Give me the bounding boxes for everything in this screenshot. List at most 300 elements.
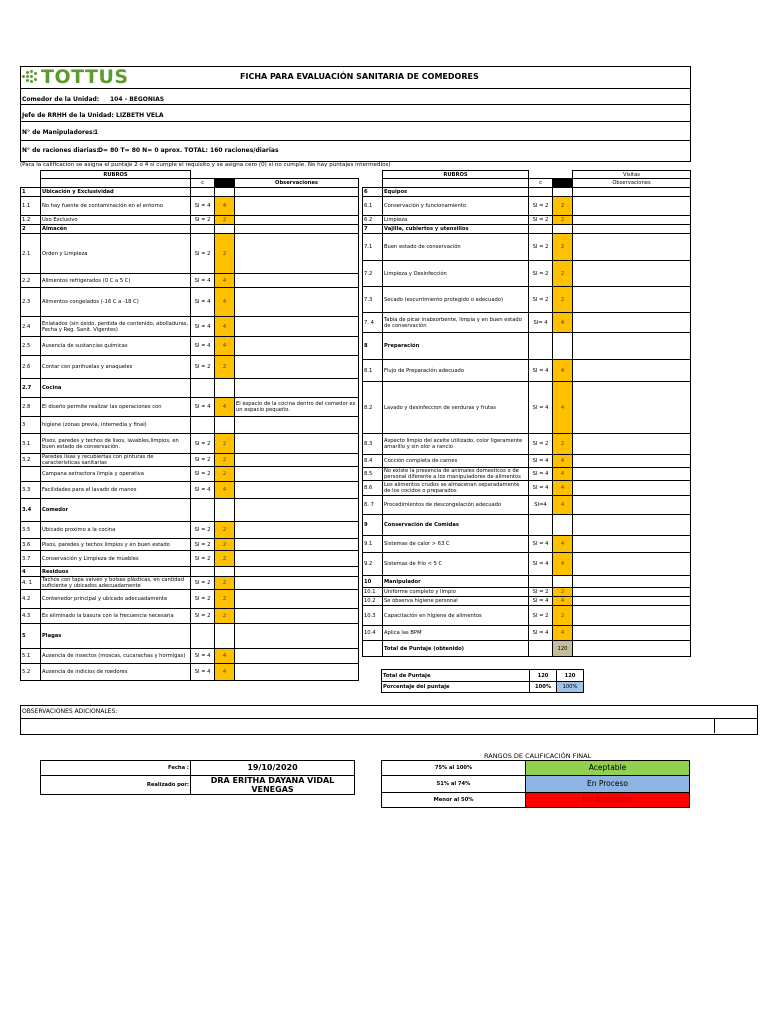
- item-observation: [573, 234, 691, 261]
- item-score: 2: [553, 197, 573, 216]
- item-score: 4: [215, 649, 235, 664]
- item-score: 2: [553, 261, 573, 287]
- item-text: Cocina: [41, 379, 191, 398]
- item-observation: [573, 216, 691, 225]
- item-text: Manipulador: [383, 576, 529, 588]
- item-observation: [573, 576, 691, 588]
- item-score: 2: [215, 216, 235, 225]
- item-score: 4: [215, 482, 235, 499]
- table-row: [21, 234, 359, 274]
- table-row: [363, 553, 691, 576]
- item-score: [215, 624, 235, 649]
- item-observation: [573, 225, 691, 234]
- item-observation: [235, 551, 359, 567]
- item-observation: [235, 188, 359, 197]
- item-number: 3.2: [21, 454, 41, 467]
- item-observation: [235, 379, 359, 398]
- item-score-rule: SI = 4: [191, 398, 215, 417]
- item-text: Vajilla, cubiertos y utensilios: [383, 225, 529, 234]
- obs-header: Observaciones: [573, 179, 691, 188]
- item-observation: [235, 567, 359, 577]
- item-score-rule: [191, 417, 215, 434]
- left-rubros-table: [20, 170, 359, 681]
- item-number: 4: [21, 567, 41, 577]
- item-score: 2: [553, 287, 573, 313]
- item-score-rule: [529, 576, 553, 588]
- item-score: 2: [215, 590, 235, 609]
- item-score: 4: [215, 317, 235, 337]
- table-row: [21, 197, 359, 216]
- item-score: 2: [553, 216, 573, 225]
- item-text: Lavado y desinfeccion de verduras y frutas: [383, 382, 529, 434]
- item-text: Ubicado proximo a la cocina: [41, 522, 191, 539]
- item-score: 2: [215, 234, 235, 274]
- item-score-rule: SI = 4: [529, 536, 553, 553]
- item-observation: [573, 333, 691, 360]
- item-score-rule: [529, 333, 553, 360]
- item-number: 3.4: [21, 499, 41, 522]
- item-text: Tachos con tapa vaivén y bolsas plásticas, en cantidad suficiente y ubicados adecuadamente: [41, 577, 191, 590]
- item-number: 6.1: [363, 197, 383, 216]
- table-row: [21, 664, 359, 681]
- item-score-rule: SI = 4: [529, 597, 553, 606]
- item-score: 4: [553, 468, 573, 481]
- table-row: [21, 398, 359, 417]
- rubros-header: RUBROS: [41, 171, 191, 179]
- item-observation: [235, 624, 359, 649]
- divider: [714, 718, 715, 733]
- realizado-value: DRA ERITHA DAYANA VIDAL VENEGAS: [191, 776, 355, 795]
- item-observation: El espacio de la cocina dentro del comedor es un espacio pequeño.: [235, 398, 359, 417]
- item-text: Es eliminado la basura con la frecuencia necesaria: [41, 609, 191, 624]
- item-observation: [235, 225, 359, 234]
- table-row: [363, 287, 691, 313]
- item-score-rule: SI = 4: [191, 197, 215, 216]
- table-row: [21, 434, 359, 454]
- item-number: 10.2: [363, 597, 383, 606]
- right-rubros-table: [362, 170, 691, 657]
- range-row: [382, 793, 690, 808]
- table-row: [363, 234, 691, 261]
- item-observation: [235, 609, 359, 624]
- table-row: [363, 360, 691, 382]
- manip-value: 1: [94, 129, 99, 136]
- item-score-rule: SI = 2: [529, 261, 553, 287]
- item-number: 8.5: [363, 468, 383, 481]
- scoring-note: (Para la calificación se asigna el puntaje 2 o 4 si cumple el requisito y se asigna cero (0) si no cumple. No hay puntajes intermedios): [20, 162, 391, 168]
- item-observation: [235, 454, 359, 467]
- item-score: 4: [553, 536, 573, 553]
- item-observation: [573, 382, 691, 434]
- item-observation: [235, 649, 359, 664]
- item-score-rule: [191, 567, 215, 577]
- table-row: [21, 499, 359, 522]
- pct-label: Porcentaje del puntaje: [382, 682, 530, 693]
- item-score-rule: SI = 2: [191, 522, 215, 539]
- range-value: En Proceso: [526, 776, 690, 793]
- table-row: [363, 434, 691, 455]
- item-text: Buen estado de conservación: [383, 234, 529, 261]
- item-observation: [235, 539, 359, 551]
- table-row: [21, 216, 359, 225]
- item-number: 3.5: [21, 522, 41, 539]
- table-row: [21, 551, 359, 567]
- item-text: Se observa higiene personal: [383, 597, 529, 606]
- item-number: 2.4: [21, 317, 41, 337]
- table-row: [363, 606, 691, 626]
- item-observation: [573, 606, 691, 626]
- manip-label: N° de Manipuladores:: [22, 129, 95, 136]
- item-text: Facilidades para el lavado de manos: [41, 482, 191, 499]
- item-score-rule: SI = 2: [529, 197, 553, 216]
- item-score: [215, 379, 235, 398]
- item-text: Limpieza: [383, 216, 529, 225]
- item-score: 2: [215, 551, 235, 567]
- item-score-rule: SI = 2: [191, 609, 215, 624]
- raciones-label: N° de raciones diarias:: [22, 147, 99, 154]
- item-text: Ubicación y Exclusividad: [41, 188, 191, 197]
- item-text: Uniforme completo y limpio: [383, 588, 529, 597]
- item-score-rule: SI = 4: [529, 360, 553, 382]
- page-title: FICHA PARA EVALUACIÓN SANITARIA DE COMEDORES: [240, 72, 479, 81]
- item-observation: [573, 455, 691, 468]
- item-score-rule: SI = 2: [191, 577, 215, 590]
- item-number: 7.2: [363, 261, 383, 287]
- item-number: 2.6: [21, 356, 41, 379]
- item-score: 4: [553, 313, 573, 333]
- item-score: [553, 576, 573, 588]
- table-row: [363, 382, 691, 434]
- item-score-rule: SI = 2: [529, 434, 553, 455]
- item-text: Contar con parihuelas y anaqueles: [41, 356, 191, 379]
- item-score: [553, 188, 573, 197]
- item-text: Pisos, paredes y techos limpios y en buen estado: [41, 539, 191, 551]
- item-number: 5: [21, 624, 41, 649]
- item-number: 4. 1: [21, 577, 41, 590]
- item-score-rule: SI = 2: [191, 454, 215, 467]
- realizado-label: Realizado por:: [41, 776, 191, 795]
- item-score-rule: SI = 2: [191, 551, 215, 567]
- table-row: [363, 313, 691, 333]
- jefe-value: LIZBETH VELA: [116, 112, 164, 119]
- item-score-rule: SI=4: [529, 496, 553, 515]
- item-score: 4: [553, 481, 573, 496]
- item-text: Aspecto limpio del aceite utilizado, color ligeramente amarillo y sin olor a rancio: [383, 434, 529, 455]
- item-number: 7. 4: [363, 313, 383, 333]
- table-row: [21, 649, 359, 664]
- item-text: Limpieza y Desinfección: [383, 261, 529, 287]
- total-obtenido-value: 120: [553, 641, 573, 657]
- item-score-rule: SI = 2: [529, 287, 553, 313]
- item-score: 2: [215, 356, 235, 379]
- item-score-rule: [191, 188, 215, 197]
- table-row: [363, 536, 691, 553]
- item-text: Flujo de Preparación adecuado: [383, 360, 529, 382]
- item-observation: [235, 197, 359, 216]
- table-row: [363, 496, 691, 515]
- item-number: 1: [21, 188, 41, 197]
- item-number: 6.2: [363, 216, 383, 225]
- table-row: [363, 468, 691, 481]
- item-observation: [573, 515, 691, 536]
- item-score: [215, 567, 235, 577]
- item-number: 10: [363, 576, 383, 588]
- table-row: [21, 577, 359, 590]
- table-row: [21, 288, 359, 317]
- total-label: Total de Puntaje: [382, 670, 530, 682]
- item-score-rule: SI = 4: [191, 664, 215, 681]
- item-text: Alimentos refrigerados (0 C a 5 C): [41, 274, 191, 288]
- item-score: 4: [215, 197, 235, 216]
- item-score-rule: SI = 4: [529, 626, 553, 641]
- item-observation: [235, 234, 359, 274]
- item-text: Ausencia de insectos (moscas, cucarachas y hormigas): [41, 649, 191, 664]
- item-text: Sistemas de frío < 5 C: [383, 553, 529, 576]
- item-number: 1.2: [21, 216, 41, 225]
- item-score-rule: SI = 2: [529, 234, 553, 261]
- item-number: 3.1: [21, 434, 41, 454]
- item-score: [215, 225, 235, 234]
- item-score-rule: SI = 2: [191, 467, 215, 482]
- item-number: 2.5: [21, 337, 41, 356]
- comedor-label: Comedor de la Unidad:: [22, 96, 100, 103]
- item-score-rule: SI = 2: [191, 539, 215, 551]
- table-row: [21, 482, 359, 499]
- table-row: [21, 624, 359, 649]
- divider: [20, 88, 690, 89]
- item-observation: [573, 197, 691, 216]
- item-number: 10.4: [363, 626, 383, 641]
- item-text: Los alimentos crudos se almacenan separadamente de los cocidos o preparados: [383, 481, 529, 496]
- item-score: 4: [215, 398, 235, 417]
- item-score: 4: [553, 597, 573, 606]
- item-number: 8.2: [363, 382, 383, 434]
- item-observation: [235, 216, 359, 225]
- item-text: Paredes lisas y recubiertas con pinturas de caracteristicas sanitarias: [41, 454, 191, 467]
- item-score: [553, 225, 573, 234]
- table-row: [363, 597, 691, 606]
- pct-b: 100%: [557, 682, 584, 693]
- item-score-rule: SI= 4: [529, 313, 553, 333]
- item-number: 8.4: [363, 455, 383, 468]
- item-score: 2: [215, 467, 235, 482]
- item-number: 3.6: [21, 539, 41, 551]
- item-score: 4: [215, 288, 235, 317]
- fecha-label: Fecha :: [41, 761, 191, 776]
- fecha-value: 19/10/2020: [191, 761, 355, 776]
- item-number: 8.1: [363, 360, 383, 382]
- table-row: [21, 274, 359, 288]
- item-score: [215, 499, 235, 522]
- table-row: [363, 225, 691, 234]
- item-observation: [573, 597, 691, 606]
- range-label: 51% al 74%: [382, 776, 526, 793]
- item-observation: [573, 188, 691, 197]
- item-score: 2: [215, 539, 235, 551]
- item-text: Aplica las BPM: [383, 626, 529, 641]
- item-score-rule: SI = 4: [191, 649, 215, 664]
- item-score-rule: SI = 2: [529, 588, 553, 597]
- table-row: [363, 515, 691, 536]
- item-text: Contenedor principal y ubicado adecuadamente: [41, 590, 191, 609]
- item-score-rule: SI = 4: [191, 317, 215, 337]
- item-observation: [573, 553, 691, 576]
- raciones-value: D= 80 T= 80 N= 0 aprox. TOTAL: 160 raciones/diarias: [98, 147, 279, 154]
- item-score: 4: [553, 626, 573, 641]
- obs-adicionales-box: [20, 705, 758, 735]
- item-score: 4: [553, 382, 573, 434]
- total-b: 120: [557, 670, 584, 682]
- item-score: 4: [553, 553, 573, 576]
- item-text: Enlatados (sin óxido, perdida de contenido, abolladuras, Fecha y Reg. Sanit. Vigentes): [41, 317, 191, 337]
- item-text: Sistemas de calor > 63 C: [383, 536, 529, 553]
- item-text: Conservación y Limpieza de muebles: [41, 551, 191, 567]
- table-row: [21, 356, 359, 379]
- item-observation: [235, 337, 359, 356]
- item-score-rule: SI = 4: [529, 481, 553, 496]
- item-text: No hay fuente de contaminación en el entorno: [41, 197, 191, 216]
- total-obtenido-label: Total de Puntaje (obtenido): [383, 641, 529, 657]
- item-score: [215, 188, 235, 197]
- range-label: 75% al 100%: [382, 761, 526, 776]
- logo-dots-icon: [22, 70, 39, 84]
- item-score-rule: SI = 2: [191, 216, 215, 225]
- item-observation: [235, 274, 359, 288]
- item-score-rule: SI = 4: [191, 288, 215, 317]
- table-row: [21, 225, 359, 234]
- table-row: [21, 337, 359, 356]
- item-score-rule: SI = 4: [191, 482, 215, 499]
- item-observation: [235, 356, 359, 379]
- divider: [20, 140, 690, 141]
- comedor-value: 104 - BEGONIAS: [110, 96, 165, 103]
- item-number: 6: [363, 188, 383, 197]
- item-score-rule: SI = 4: [529, 455, 553, 468]
- item-score: [553, 515, 573, 536]
- item-number: 7.3: [363, 287, 383, 313]
- item-text: Tabla de picar inabsorbente, limpia y en buen estado de conservación: [383, 313, 529, 333]
- rubros-header: RUBROS: [383, 171, 529, 179]
- item-score: 4: [553, 360, 573, 382]
- range-value: No Aceptable: [526, 793, 690, 808]
- item-number: 1.1: [21, 197, 41, 216]
- item-score-rule: [191, 379, 215, 398]
- item-score: 2: [553, 434, 573, 455]
- item-score: 4: [215, 664, 235, 681]
- item-score-rule: SI = 4: [191, 274, 215, 288]
- item-text: Conservación de Comidas: [383, 515, 529, 536]
- item-number: 9: [363, 515, 383, 536]
- table-row: [21, 567, 359, 577]
- item-number: 8: [363, 333, 383, 360]
- item-number: 8. 7: [363, 496, 383, 515]
- item-text: Plagas: [41, 624, 191, 649]
- item-score-rule: [529, 515, 553, 536]
- item-observation: [573, 261, 691, 287]
- item-text: Comedor: [41, 499, 191, 522]
- item-number: 3: [21, 417, 41, 434]
- obs-adicionales-label: OBSERVACIONES ADICIONALES:: [22, 708, 118, 715]
- item-text: No existe la presencia de animales domesticos o de personal diferente a los manipuladores de alimentos: [383, 468, 529, 481]
- table-row: [363, 588, 691, 597]
- item-score: 4: [553, 455, 573, 468]
- item-score-rule: SI = 4: [191, 337, 215, 356]
- item-observation: [573, 588, 691, 597]
- table-row: [21, 417, 359, 434]
- item-text: Ausencia de indicios de roedores: [41, 664, 191, 681]
- table-row: [21, 188, 359, 197]
- item-text: Residuos: [41, 567, 191, 577]
- table-row: [21, 609, 359, 624]
- item-score: 2: [553, 234, 573, 261]
- item-score: 2: [215, 454, 235, 467]
- item-number: 4.3: [21, 609, 41, 624]
- item-number: 2.1: [21, 234, 41, 274]
- divider: [20, 718, 757, 719]
- signature-table: [40, 760, 355, 795]
- item-score: [553, 333, 573, 360]
- pct-a: 100%: [530, 682, 557, 693]
- rangos-table: [381, 760, 690, 808]
- item-text: Almacén: [41, 225, 191, 234]
- item-text: Orden y Limpieza: [41, 234, 191, 274]
- item-observation: [235, 288, 359, 317]
- table-row: [363, 261, 691, 287]
- item-observation: [235, 467, 359, 482]
- item-number: 2.2: [21, 274, 41, 288]
- range-row: [382, 761, 690, 776]
- item-score: 2: [215, 577, 235, 590]
- item-score: 2: [553, 606, 573, 626]
- item-text: higiene (zonas previa, intemedia y final): [41, 417, 191, 434]
- table-row: [363, 333, 691, 360]
- table-row: [363, 188, 691, 197]
- item-score-rule: SI = 4: [529, 468, 553, 481]
- table-row: [363, 576, 691, 588]
- item-observation: [573, 434, 691, 455]
- item-score-rule: [529, 188, 553, 197]
- item-observation: [235, 417, 359, 434]
- item-score: 4: [553, 496, 573, 515]
- item-text: Procedimientos de descongelación adecuado: [383, 496, 529, 515]
- item-score-rule: SI = 4: [529, 382, 553, 434]
- item-text: Capacitación en higiene de alimentos: [383, 606, 529, 626]
- item-observation: [573, 481, 691, 496]
- table-row: [21, 454, 359, 467]
- table-row: [363, 216, 691, 225]
- item-observation: [235, 664, 359, 681]
- item-text: Uso Exclusivo: [41, 216, 191, 225]
- table-row: [363, 481, 691, 496]
- item-number: 10.3: [363, 606, 383, 626]
- item-text: Pisos, paredes y techos de lisos, lavables,limpios, en buen estado de conservación.: [41, 434, 191, 454]
- item-score-rule: SI = 2: [191, 434, 215, 454]
- item-number: 5.1: [21, 649, 41, 664]
- item-number: 7.1: [363, 234, 383, 261]
- item-observation: [235, 590, 359, 609]
- item-score-rule: SI = 4: [529, 553, 553, 576]
- divider: [20, 121, 690, 122]
- logo-text: TOTTUS: [41, 66, 129, 88]
- item-number: [21, 467, 41, 482]
- item-observation: [573, 287, 691, 313]
- table-row: [21, 379, 359, 398]
- item-text: Alimentos congelados (-16 C a -18 C): [41, 288, 191, 317]
- tottus-logo: [22, 66, 129, 88]
- item-observation: [573, 468, 691, 481]
- table-row: [363, 626, 691, 641]
- rangos-title: RANGOS DE CALIFICACIÓN FINAL: [484, 752, 592, 760]
